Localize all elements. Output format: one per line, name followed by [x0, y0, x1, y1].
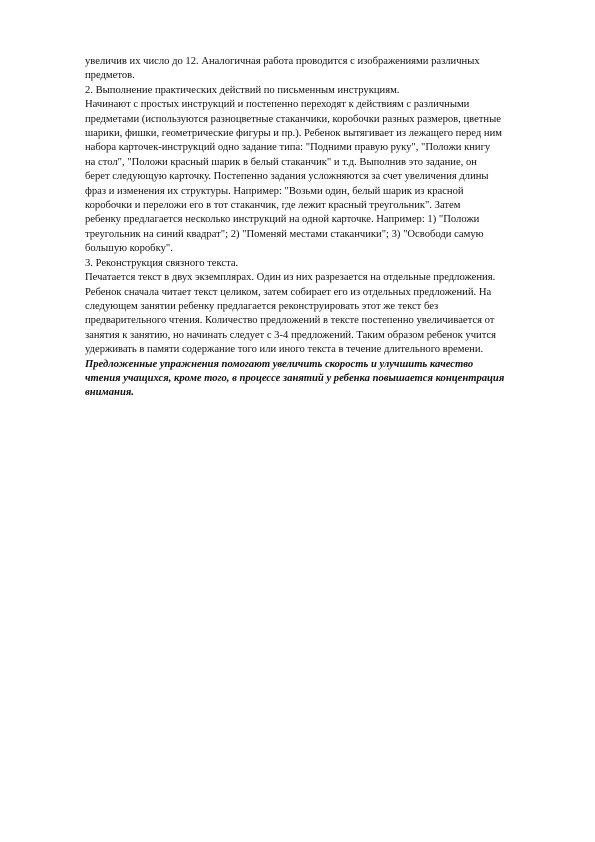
text-line: удерживать в памяти содержание того или иного текста в течение длительного времени. [85, 344, 484, 356]
text-line: коробочки и переложи его в тот стаканчик, где лежит красный треугольник". Затем [85, 200, 461, 212]
section-heading-2: 2. Выполнение практических действий по письменным инструкциям. [85, 84, 400, 96]
text-line: большую коробку". [85, 243, 173, 255]
text-line: предметов. [85, 70, 135, 82]
text-line: шарики, фишки, геометрические фигуры и пр.). Ребенок вытягивает из лежащего перед ним [85, 128, 502, 140]
text-line: Печатается текст в двух экземплярах. Один из них разрезается на отдельные предложения. [85, 272, 496, 284]
text-line: набора карточек-инструкций одно задание типа: "Подними правую руку", "Положи книгу [85, 142, 491, 154]
text-line: фраз и изменения их структуры. Например: "Возьми один, белый шарик из красной [85, 185, 464, 197]
text-line: увеличив их число до 12. Аналогичная работа проводится с изображениями различных [85, 56, 480, 67]
text-line: ребенку предлагается несколько инструкций на одной карточке. Например: 1) "Положи [85, 214, 480, 226]
conclusion-line: внимания. [85, 387, 134, 399]
text-line: занятия к занятию, но начинать следует с 3-4 предложений. Таким образом ребенок учится [85, 329, 497, 341]
text-line: предварительного чтения. Количество предложений в тексте постепенно увеличивается от [85, 315, 495, 327]
text-line: следующем занятии ребенку предлагается реконструировать этот же текст без [85, 300, 439, 312]
document-page [85, 55, 555, 401]
text-line: Начинают с простых инструкций и постепенно переходят к действиям с различными [85, 99, 470, 111]
section-heading-3: 3. Реконструкция связного текста. [85, 257, 239, 269]
text-line: предметами (используются разноцветные стаканчики, коробочки разных размеров, цветные [85, 113, 501, 125]
text-line: берет следующую карточку. Постепенно задания усложняются за счет увеличения длины [85, 171, 489, 183]
conclusion-line: чтения учащихся, кроме того, в процессе занятий у ребенка повышается концентрация [85, 372, 505, 384]
text-line: треугольник на синий квадрат"; 2) "Поменяй местами стаканчики"; 3) "Освободи самую [85, 228, 484, 240]
text-line: Ребенок сначала читает текст целиком, затем собирает его из отдельных предложений. На [85, 286, 492, 298]
text-line: на стол", "Положи красный шарик в белый стаканчик" и т.д. Выполнив это задание, он [85, 156, 477, 168]
conclusion-line: Предложенные упражнения помогают увеличить скорость и улучшить качество [85, 358, 474, 370]
